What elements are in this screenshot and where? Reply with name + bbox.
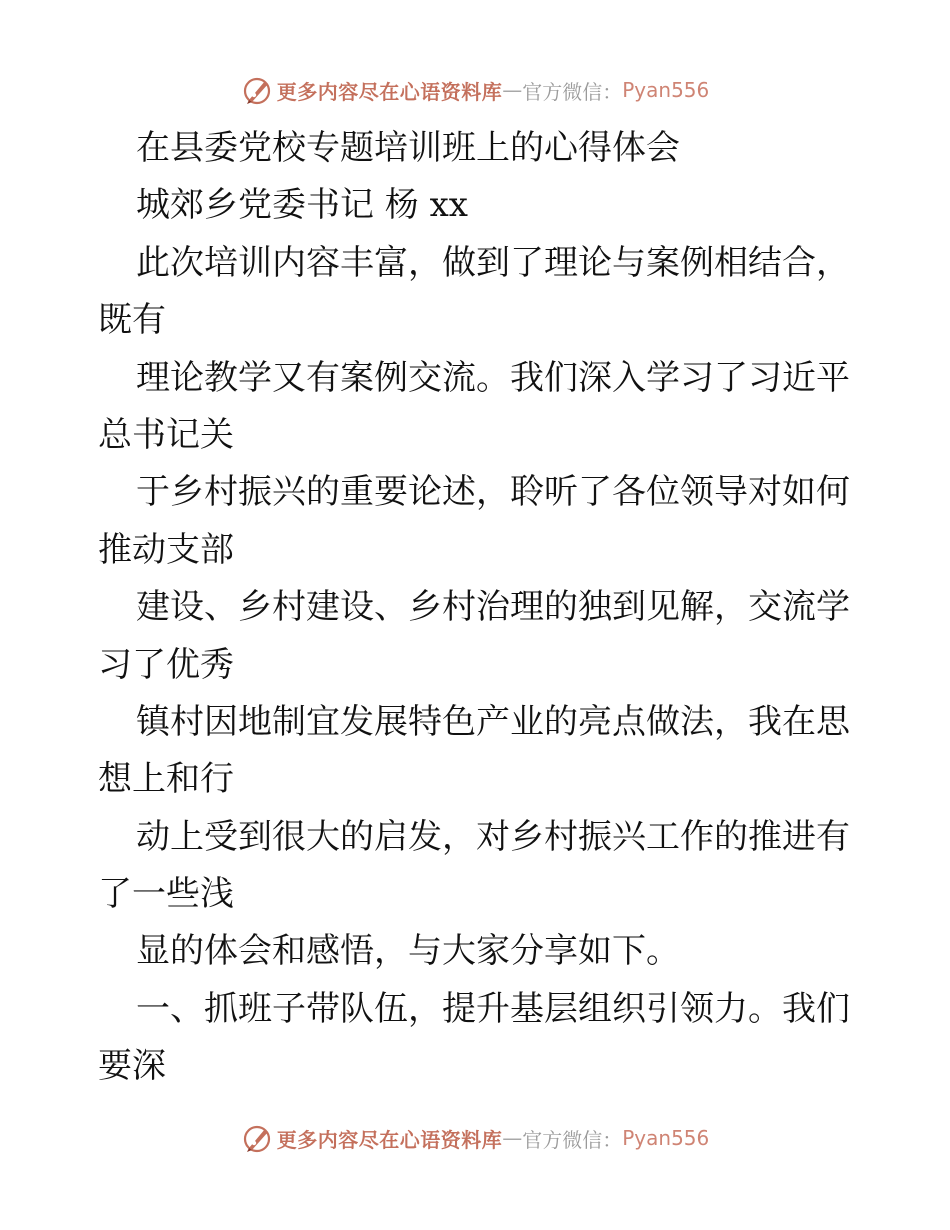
banner-separator: — (502, 1126, 523, 1150)
document-body (98, 120, 858, 1096)
banner-wechat-id: Pyan556 (622, 78, 710, 102)
paragraph-line: 建设、乡村建设、乡村治理的独到见解，交流学 (136, 587, 850, 628)
paragraph-line: 推动支部 (98, 529, 234, 570)
paragraph-line: 了一些浅 (98, 874, 234, 915)
banner-separator: — (502, 78, 523, 102)
banner-wechat-label: 官方微信： (522, 79, 623, 104)
paragraph-line: 要深 (98, 1046, 166, 1087)
pen-logo-icon (241, 74, 273, 106)
document-title: 在县委党校专题培训班上的心得体会 (136, 128, 680, 168)
banner-wechat-label: 官方微信： (522, 1127, 623, 1152)
paragraph-line: 总书记关 (98, 414, 234, 455)
paragraph-line: 镇村因地制宜发展特色产业的亮点做法，我在思 (136, 701, 850, 742)
banner-main-text: 更多内容尽在心语资料库 (276, 79, 503, 104)
banner-main-text: 更多内容尽在心语资料库 (276, 1127, 503, 1152)
paragraph-line: 理论教学又有案例交流。我们深入学习了习近平 (136, 357, 850, 398)
paragraph-line: 动上受到很大的启发，对乡村振兴工作的推进有 (136, 816, 850, 857)
author-line: 城郊乡党委书记 杨 xx (136, 185, 468, 226)
paragraph-line: 显的体会和感悟，与大家分享如下。 (136, 931, 680, 972)
section-heading-line: 一、抓班子带队伍，提升基层组织引领力。我们 (136, 988, 850, 1029)
paragraph-line: 习了优秀 (98, 644, 234, 685)
paragraph-line: 此次培训内容丰富，做到了理论与案例相结合， (136, 242, 850, 283)
paragraph-line: 想上和行 (98, 759, 234, 800)
banner-wechat-id: Pyan556 (622, 1126, 710, 1150)
paragraph-line: 既有 (98, 300, 166, 341)
paragraph-line: 于乡村振兴的重要论述，聆听了各位领导对如何 (136, 472, 850, 513)
footer-watermark-banner (0, 1118, 950, 1158)
pen-logo-icon (241, 1122, 273, 1154)
header-watermark-banner (0, 70, 950, 110)
